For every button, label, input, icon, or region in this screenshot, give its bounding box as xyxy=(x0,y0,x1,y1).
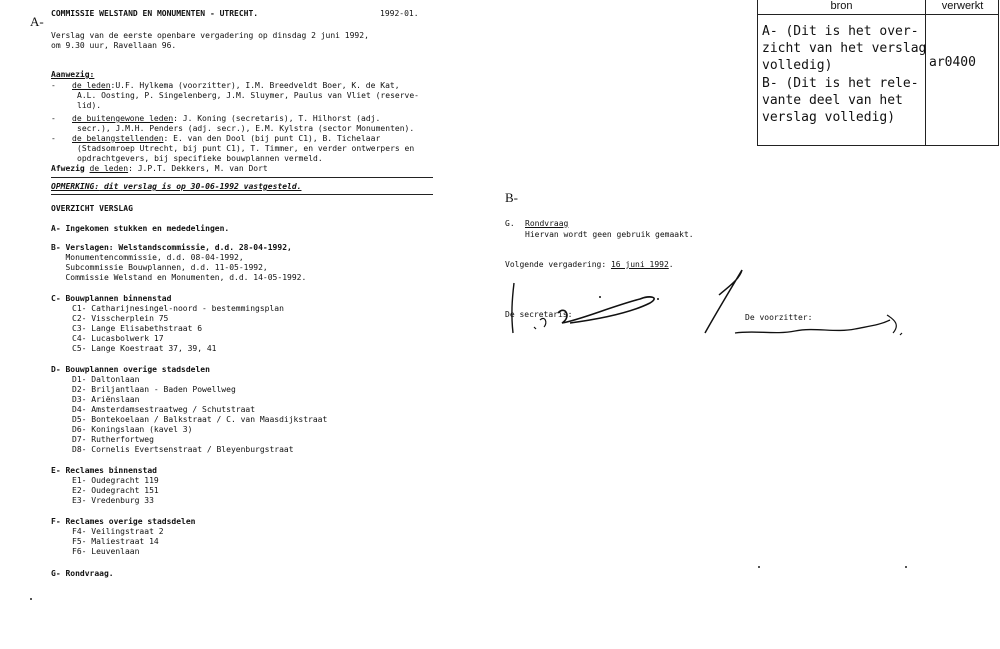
chair-signature xyxy=(695,265,915,345)
intro-line-1: Verslag van de eerste openbare vergadering op dinsdag 2 juni 1992, xyxy=(51,31,369,40)
leden-text: :U.F. Hylkema (voorzitter), I.M. Breedveldt Boer, K. de Kat, xyxy=(110,81,400,90)
section-a: A- Ingekomen stukken en mededelingen. xyxy=(51,224,230,233)
overzicht-title: OVERZICHT VERSLAG xyxy=(51,204,133,213)
section-e-title: E- Reclames binnenstad xyxy=(51,466,157,475)
list-item-e3: E3- Vredenburg 33 xyxy=(72,496,154,505)
divider-bottom xyxy=(51,194,433,195)
buiten-text: : J. Koning (secretaris), T. Hilhorst (adj. xyxy=(173,114,381,123)
list-item-f4: F4- Veilingstraat 2 xyxy=(72,527,164,536)
list-item-e1: E1- Oudegracht 119 xyxy=(72,476,159,485)
archive-code: ar0400 xyxy=(929,55,976,70)
list-item-d7: D7- Rutherfortweg xyxy=(72,435,154,444)
list-item-d2: D2- Briljantlaan - Baden Powellweg xyxy=(72,385,236,394)
list-item-d5: D5- Bontekoelaan / Balkstraat / C. van Maasdijkstraat xyxy=(72,415,328,424)
list-item-f5: F5- Maliestraat 14 xyxy=(72,537,159,546)
bullet-belang: - xyxy=(51,134,56,143)
leden-line-1 xyxy=(72,81,400,91)
scan-speck xyxy=(30,598,32,600)
list-item-c1: C1- Catharijnesingel-noord - bestemmingsplan xyxy=(72,304,284,313)
opmerking-text: dit verslag is op 30-06-1992 vastgesteld. xyxy=(99,182,302,191)
margin-marker-a: A- xyxy=(30,14,44,29)
leden-line-3: lid). xyxy=(77,101,102,110)
list-item-d3: D3- Ariënslaan xyxy=(72,395,140,404)
afwezig-line xyxy=(51,164,268,174)
next-meeting-end: . xyxy=(668,260,674,269)
leden-label: de leden xyxy=(72,81,111,90)
scan-speck-right-1 xyxy=(758,566,760,568)
opmerking-label: OPMERKING: xyxy=(51,182,100,191)
margin-marker-b: B- xyxy=(505,190,518,205)
belang-text: : E. van den Dool (bij punt C1), B. Tichelaar xyxy=(163,134,381,143)
list-item-c4: C4- Lucasbolwerk 17 xyxy=(72,334,164,343)
belang-label: de belangstellenden xyxy=(72,134,164,143)
list-item-c5: C5- Lange Koestraat 37, 39, 41 xyxy=(72,344,217,353)
leden-line-2: A.L. Oosting, P. Singelenberg, J.M. Sluymer, Paulus van Vliet (reserve- xyxy=(77,91,419,100)
section-f-title: F- Reclames overige stadsdelen xyxy=(51,517,196,526)
belang-line-1 xyxy=(72,134,380,144)
section-d-title: D- Bouwplannen overige stadsdelen xyxy=(51,365,210,374)
next-meeting-line xyxy=(505,260,674,270)
belang-line-3: opdrachtgevers, bij specifieke bouwplannen vermeld. xyxy=(77,154,323,163)
note-b: B- (Dit is het rele- vante deel van het verslag volledig) xyxy=(762,76,919,125)
secretary-label: De secretaris: xyxy=(505,310,573,319)
afwezig-label: Afwezig xyxy=(51,164,90,173)
bullet-leden: - xyxy=(51,81,56,90)
g-text: Hiervan wordt geen gebruik gemaakt. xyxy=(525,230,694,239)
intro-line-2: om 9.30 uur, Ravellaan 96. xyxy=(51,41,177,50)
g-label: G. xyxy=(505,219,515,228)
belang-line-2: (Stadsomroep Utrecht, bij punt C1), T. Timmer, en verder ontwerpers en xyxy=(77,144,415,153)
section-b-line-2: Monumentencommissie, d.d. 08-04-1992, xyxy=(51,253,244,262)
col-header-source: bron xyxy=(758,0,925,15)
chair-label: De voorzitter: xyxy=(745,313,813,322)
divider-top xyxy=(51,177,433,178)
section-b-line-3: Subcommissie Bouwplannen, d.d. 11-05-1992, xyxy=(51,263,268,272)
header-title: COMMISSIE WELSTAND EN MONUMENTEN - UTRECHT. xyxy=(51,9,259,18)
list-item-c2: C2- Visscherplein 75 xyxy=(72,314,169,323)
buiten-line-1 xyxy=(72,114,380,124)
next-meeting-label: Volgende vergadering: xyxy=(505,260,611,269)
buiten-label: de buitengewone leden xyxy=(72,114,174,123)
header-ref: 1992-01. xyxy=(380,9,419,18)
afwezig-leden-label: de leden xyxy=(89,164,129,173)
list-item-e2: E2- Oudegracht 151 xyxy=(72,486,159,495)
section-c-title: C- Bouwplannen binnenstad xyxy=(51,294,172,303)
list-item-f6: F6- Leuvenlaan xyxy=(72,547,140,556)
list-item-d1: D1- Daltonlaan xyxy=(72,375,140,384)
secretary-signature xyxy=(500,275,680,345)
section-b-line-4: Commissie Welstand en Monumenten, d.d. 14-05-1992. xyxy=(51,273,307,282)
list-item-d8: D8- Cornelis Evertsenstraat / Bleyenburgstraat xyxy=(72,445,294,454)
section-b-line-1: B- Verslagen: Welstandscommissie, d.d. 28-04-1992, xyxy=(51,243,292,252)
reference-box xyxy=(757,0,999,146)
note-a: A- (Dit is het over- zicht van het verslag volledig) xyxy=(762,24,927,73)
list-item-d4: D4- Amsterdamsestraatweg / Schutstraat xyxy=(72,405,256,414)
g-title: Rondvraag xyxy=(525,219,569,228)
scan-speck-right-2 xyxy=(905,566,907,568)
buiten-line-2: secr.), J.M.H. Penders (adj. secr.), E.M. Kylstra (sector Monumenten). xyxy=(77,124,415,133)
section-g-title: G- Rondvraag. xyxy=(51,569,114,578)
aanwezig-label: Aanwezig: xyxy=(51,70,95,79)
list-item-c3: C3- Lange Elisabethstraat 6 xyxy=(72,324,203,333)
col-header-processed: verwerkt xyxy=(926,0,999,15)
opmerking-line xyxy=(51,182,301,192)
bullet-buiten: - xyxy=(51,114,56,123)
list-item-d6: D6- Koningslaan (kavel 3) xyxy=(72,425,193,434)
next-meeting-date: 16 juni 1992 xyxy=(610,260,669,269)
afwezig-text: : J.P.T. Dekkers, M. van Dort xyxy=(128,164,268,173)
